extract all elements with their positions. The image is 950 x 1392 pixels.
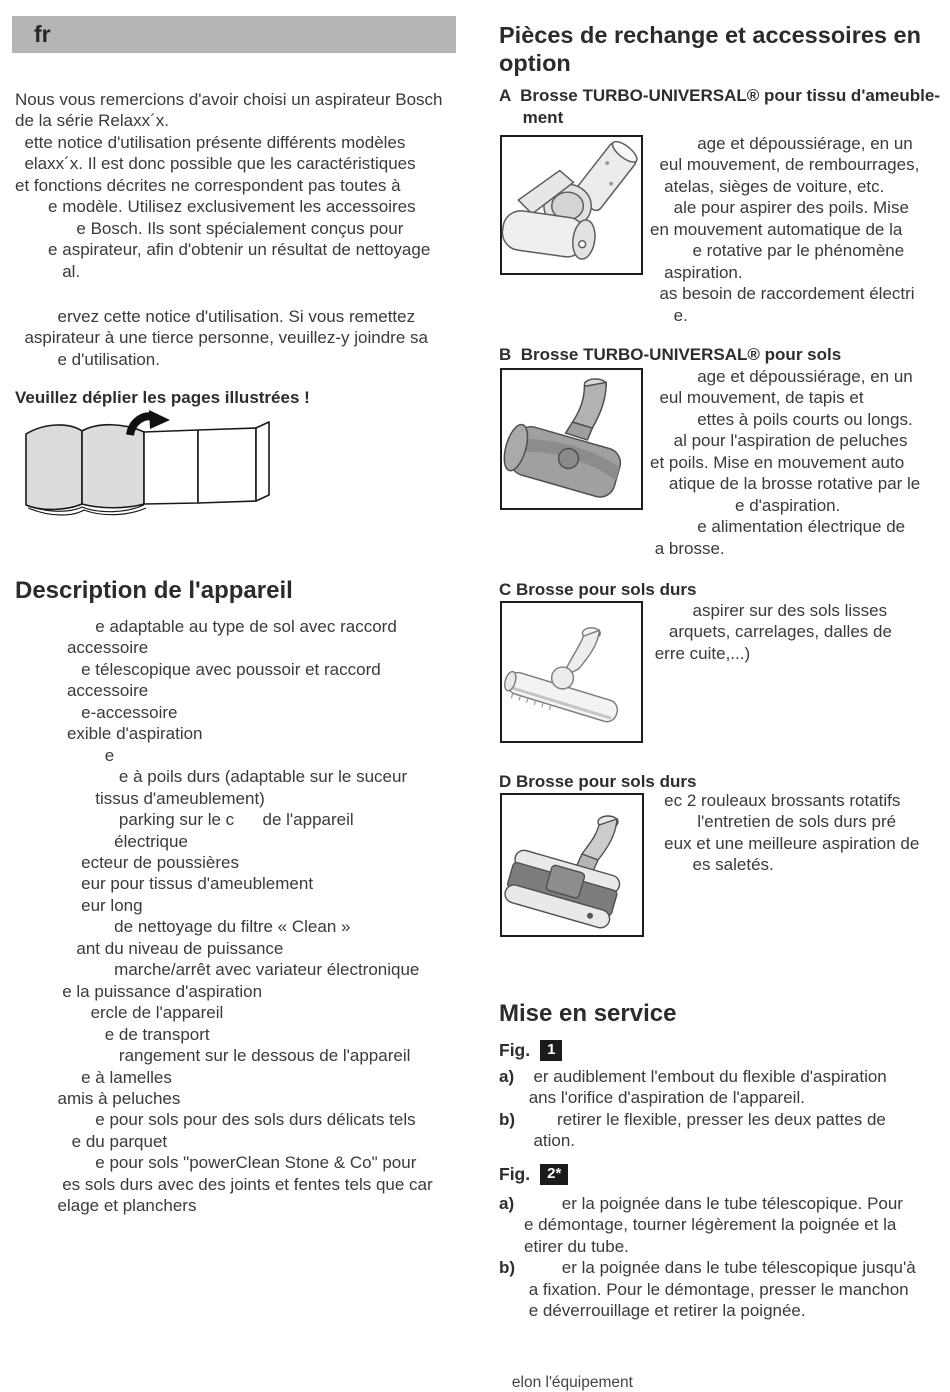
list-item: e (15, 745, 115, 765)
book-illustration (20, 408, 270, 520)
list-item: e pour sols "powerClean Stone & Co" pour (15, 1153, 417, 1173)
step-b (499, 1109, 887, 1152)
list-item: accessoire (15, 638, 149, 658)
intro-paragraph-2 (15, 306, 428, 370)
brush-image-b (500, 368, 643, 510)
list-item: marche/arrêt avec variateur électronique (15, 960, 420, 980)
text-line: e déverrouillage et retirer la poignée. (524, 1301, 806, 1321)
step-a (499, 1066, 887, 1109)
text-line: age et dépoussiérage, en un (650, 367, 913, 386)
list-item: e à poils durs (adaptable sur le suceur (15, 767, 408, 787)
language-tab (12, 16, 456, 53)
section-c-text (650, 600, 892, 664)
text-line: er audiblement l'embout du flexible d'aspiration (524, 1067, 887, 1086)
text-line: atelas, sièges de voiture, etc. (650, 176, 885, 196)
list-item: exible d'aspiration (15, 724, 203, 744)
text-line: e démontage, tourner légèrement la poignée et la (524, 1215, 897, 1235)
step-marker: b) (499, 1258, 516, 1278)
step-marker: a) (499, 1067, 515, 1086)
text-line: al. (15, 261, 81, 281)
heading-line: C Brosse pour sols durs (499, 580, 697, 599)
text-line: e d'aspiration. (650, 495, 841, 515)
text-line: etirer du tube. (524, 1236, 629, 1256)
text-line: as besoin de raccordement électri (650, 284, 915, 304)
description-title: Description de l'appareil (15, 577, 293, 604)
list-item: es sols durs avec des joints et fentes tels que car (15, 1174, 433, 1194)
section-b-text (650, 366, 920, 559)
brush-image-a (500, 135, 643, 275)
figure-label: Fig. (499, 1164, 531, 1184)
list-item: eur pour tissus d'ameublement (15, 874, 314, 894)
brush-image-c (500, 601, 643, 743)
text-line: e aspirateur, afin d'obtenir un résultat de nettoyage (15, 240, 431, 260)
text-line: aspirer sur des sols lisses (650, 601, 888, 620)
startup-title: Mise en service (499, 1000, 677, 1027)
section-a-text (650, 133, 919, 326)
hard-floor-brush-drawing (502, 603, 641, 741)
list-item: ant du niveau de puissance (15, 938, 284, 958)
description-list (15, 616, 433, 1217)
brush-image-d (500, 793, 644, 937)
text-line: aspirateur à une tierce personne, veuillez-y joindre sa (15, 328, 428, 348)
text-line: es saletés. (650, 855, 774, 875)
text-line: elaxx´x. Il est donc possible que les caractéristiques (15, 154, 416, 174)
list-item: e pour sols pour des sols durs délicats tels (15, 1110, 416, 1130)
text-line: al pour l'aspiration de peluches (650, 431, 908, 451)
text-line: atique de la brosse rotative par le (650, 474, 921, 494)
text-line: erre cuite,...) (650, 643, 751, 663)
text-line: er la poignée dans le tube télescopique jusqu'à (524, 1258, 916, 1278)
text-line: aspiration. (650, 262, 743, 282)
text-line: ation. (524, 1131, 576, 1151)
text-line: age et dépoussiérage, en un (650, 134, 913, 153)
text-line: ans l'orifice d'aspiration de l'appareil. (524, 1088, 805, 1108)
list-item: e adaptable au type de sol avec raccord (15, 617, 397, 636)
list-item: électrique (15, 831, 188, 851)
list-item: accessoire (15, 681, 149, 701)
text-line: eux et une meilleure aspiration de (650, 833, 920, 853)
heading-line: B Brosse TURBO-UNIVERSAL® pour sols (499, 345, 842, 364)
text-line: ettes à poils courts ou longs. (650, 409, 913, 429)
step-marker: a) (499, 1194, 515, 1213)
equipment-footnote: elon l'équipement (499, 1374, 633, 1391)
upholstery-turbo-brush-drawing (502, 137, 641, 273)
section-c-heading (499, 579, 696, 601)
language-tab-label: fr (34, 21, 51, 47)
text-line: eul mouvement, de rembourrages, (650, 155, 920, 175)
text-line: er la poignée dans le tube télescopique. Pour (524, 1194, 903, 1213)
section-a-heading (499, 85, 940, 130)
text-line: e alimentation électrique de (650, 517, 906, 537)
text-line: ale pour aspirer des poils. Mise (650, 198, 909, 218)
heading-line: ment (499, 108, 564, 128)
figure-2-label-row (499, 1164, 568, 1185)
text-line: l'entretien de sols durs pré (650, 812, 897, 832)
text-line: ervez cette notice d'utilisation. Si vous remettez (15, 307, 416, 326)
heading-line: A Brosse TURBO-UNIVERSAL® pour tissu d'ameuble- (499, 86, 940, 105)
unfold-pages-illustration (20, 408, 270, 520)
text-line: e Bosch. Ils sont spécialement conçus pour (15, 218, 404, 238)
text-line: e modèle. Utilisez exclusivement les accessoires (15, 197, 416, 217)
title-line: Pièces de rechange et accessoires en (499, 22, 921, 48)
heading-line: D Brosse pour sols durs (499, 772, 697, 791)
text-line: e. (650, 305, 688, 325)
list-item: ercle de l'appareil (15, 1003, 224, 1023)
floor-turbo-brush-drawing (502, 370, 641, 508)
list-item: e-accessoire (15, 702, 178, 722)
figure-number-badge: 1 (540, 1040, 562, 1061)
intro-paragraph-1 (15, 89, 443, 282)
list-item: e de transport (15, 1024, 210, 1044)
text-line: e rotative par le phénomène (650, 241, 905, 261)
text-line: et poils. Mise en mouvement auto (650, 452, 905, 472)
step-b (499, 1257, 916, 1321)
text-line: e d'utilisation. (15, 349, 160, 369)
text-line: arquets, carrelages, dalles de (650, 622, 892, 642)
list-item: tissus d'ameublement) (15, 788, 265, 808)
step-marker: b) (499, 1109, 516, 1129)
text-line: a fixation. Pour le démontage, presser le manchon (524, 1279, 909, 1299)
title-line: option (499, 49, 571, 76)
figure-2-steps (499, 1193, 916, 1322)
text-line: de la série Relaxx´x. (15, 111, 170, 131)
text-line: ec 2 rouleaux brossants rotatifs (650, 791, 901, 810)
text-line: Nous vous remercions d'avoir choisi un aspirateur Bosch (15, 90, 443, 109)
text-line: retirer le flexible, presser les deux pattes de (524, 1109, 886, 1129)
figure-1-steps (499, 1066, 887, 1152)
list-item: e télescopique avec poussoir et raccord (15, 659, 381, 679)
spare-parts-title (499, 22, 921, 77)
text-line: ette notice d'utilisation présente différents modèles (15, 132, 406, 152)
list-item: e du parquet (15, 1131, 168, 1151)
list-item: elage et planchers (15, 1196, 197, 1216)
section-d-text (650, 790, 919, 876)
list-item: de nettoyage du filtre « Clean » (15, 917, 351, 937)
figure-number-badge: 2* (540, 1164, 568, 1185)
list-item: amis à peluches (15, 1088, 181, 1108)
list-item: ecteur de poussières (15, 852, 239, 872)
text-line: eul mouvement, de tapis et (650, 388, 864, 408)
unfold-notice: Veuillez déplier les pages illustrées ! (15, 388, 310, 407)
text-line: en mouvement automatique de la (650, 219, 903, 239)
step-a (499, 1193, 916, 1257)
section-b-heading (499, 344, 841, 366)
list-item: e la puissance d'aspiration (15, 981, 263, 1001)
list-item: e à lamelles (15, 1067, 172, 1087)
list-item: rangement sur le dessous de l'appareil (15, 1046, 411, 1066)
list-item: parking sur le c de l'appareil (15, 810, 354, 830)
hard-floor-brush-rollers-drawing (502, 795, 642, 935)
list-item: eur long (15, 895, 143, 915)
text-line: et fonctions décrites ne correspondent pas toutes à (15, 175, 401, 195)
text-line: a brosse. (650, 538, 725, 558)
figure-label: Fig. (499, 1040, 531, 1060)
figure-1-label-row (499, 1040, 562, 1061)
